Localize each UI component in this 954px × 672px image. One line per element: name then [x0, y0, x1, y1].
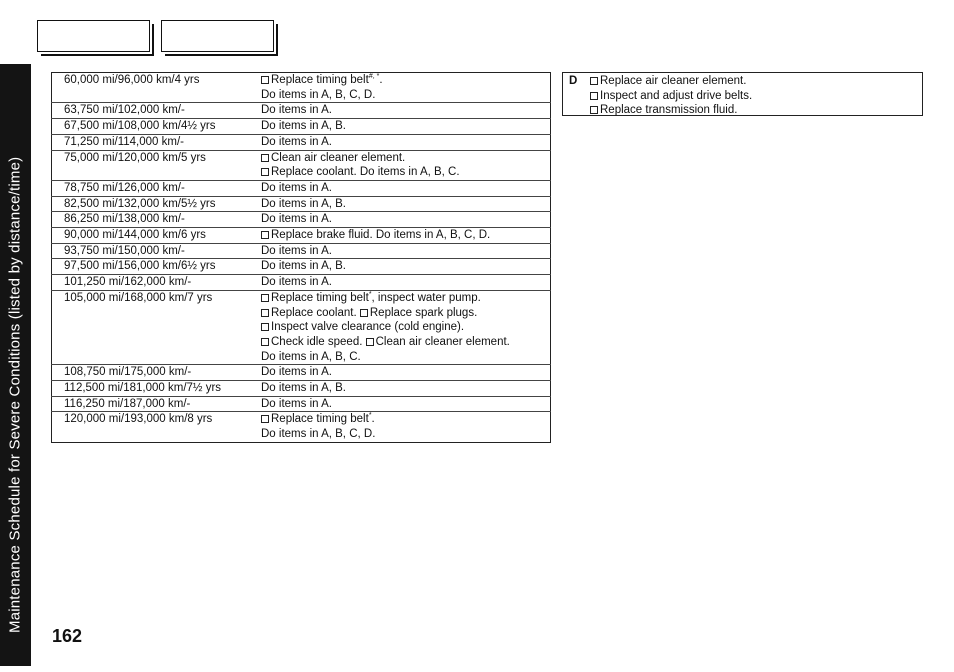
service-text: Do items in A, B. — [261, 120, 347, 133]
schedule-interval: 90,000 mi/144,000 km/6 yrs — [64, 229, 206, 242]
table-row — [52, 243, 551, 259]
checkbox-icon — [261, 309, 269, 317]
service-text: Do items in A, B, C, D. — [261, 88, 376, 101]
service-text: Do items in A. — [261, 135, 332, 148]
service-line — [261, 365, 550, 380]
service-text: Replace timing belt — [271, 413, 369, 426]
service-line — [261, 335, 550, 350]
legend-d-item-text: Inspect and adjust drive belts. — [600, 89, 753, 102]
service-text: Do items in A. — [261, 244, 332, 257]
service-text: Do items in A, B, C, D. — [261, 428, 376, 441]
service-text: Do items in A, B. — [261, 260, 347, 273]
service-text: Replace spark plugs. — [369, 306, 478, 319]
service-text: Do items in A, B, C. — [261, 350, 361, 363]
table-row — [52, 150, 551, 180]
checkbox-icon — [261, 154, 269, 162]
checkbox-icon — [261, 294, 269, 302]
service-line — [261, 320, 550, 335]
schedule-interval: 86,250 mi/138,000 km/- — [64, 213, 185, 226]
schedule-interval: 75,000 mi/120,000 km/5 yrs — [64, 151, 206, 164]
schedule-service-cell — [250, 103, 551, 119]
schedule-interval: 82,500 mi/132,000 km/5½ yrs — [64, 197, 216, 210]
legend-d-box — [562, 72, 923, 116]
header-tab-box-2 — [161, 20, 274, 52]
service-text-suffix: . — [379, 74, 383, 86]
schedule-interval: 120,000 mi/193,000 km/8 yrs — [64, 413, 213, 426]
table-row — [52, 275, 551, 291]
service-text: Do items in A. — [261, 181, 332, 194]
service-text: Replace coolant. — [271, 306, 360, 319]
checkbox-icon — [360, 309, 368, 317]
schedule-service-cell — [250, 73, 551, 103]
schedule-service-cell — [250, 412, 551, 442]
schedule-interval: 78,750 mi/126,000 km/- — [64, 181, 185, 194]
service-line — [261, 244, 550, 259]
schedule-service-cell — [250, 381, 551, 397]
table-row — [52, 259, 551, 275]
service-text-suffix: . — [371, 413, 375, 426]
legend-d-key: D — [569, 75, 578, 87]
schedule-interval: 105,000 mi/168,000 km/7 yrs — [64, 291, 213, 304]
schedule-interval: 93,750 mi/150,000 km/- — [64, 244, 185, 257]
service-line — [261, 119, 550, 134]
service-text: Inspect valve clearance (cold engine). — [271, 321, 465, 334]
service-text: Do items in A. — [261, 104, 332, 117]
service-line — [261, 291, 550, 306]
footnote-marker: * — [368, 412, 372, 420]
schedule-service-cell — [250, 275, 551, 291]
service-text: Replace timing belt — [271, 74, 369, 86]
checkbox-icon — [261, 323, 269, 331]
table-row — [52, 228, 551, 244]
table-row — [52, 412, 551, 442]
schedule-interval: 63,750 mi/102,000 km/- — [64, 104, 185, 117]
service-text: Clean air cleaner element. — [375, 335, 510, 348]
schedule-service-cell — [250, 150, 551, 180]
service-line — [261, 427, 550, 442]
service-line — [261, 350, 550, 365]
schedule-service-cell — [250, 243, 551, 259]
service-line — [261, 88, 550, 103]
schedule-interval: 108,750 mi/175,000 km/- — [64, 366, 192, 379]
schedule-interval: 71,250 mi/114,000 km/- — [64, 135, 184, 148]
schedule-interval: 112,500 mi/181,000 km/7½ yrs — [64, 382, 222, 395]
footnote-marker: * — [368, 290, 372, 298]
table-row — [52, 290, 551, 365]
legend-d-item — [590, 103, 752, 118]
maintenance-schedule-table — [51, 72, 551, 443]
service-line — [261, 165, 550, 180]
legend-d-items — [590, 74, 752, 118]
table-row — [52, 134, 551, 150]
service-text: Replace timing belt — [271, 291, 369, 304]
schedule-service-cell — [250, 119, 551, 135]
section-side-tab-title: Maintenance Schedule for Severe Conditions (listed by distance/time) — [6, 156, 24, 633]
service-line — [261, 397, 550, 412]
schedule-interval: 116,250 mi/187,000 km/- — [64, 397, 191, 410]
checkbox-icon — [590, 92, 598, 100]
schedule-service-cell — [250, 259, 551, 275]
table-row — [52, 73, 551, 103]
service-line — [261, 103, 550, 118]
schedule-service-cell — [250, 180, 551, 196]
table-row — [52, 196, 551, 212]
service-line — [261, 228, 550, 243]
legend-d-item-text: Replace air cleaner element. — [600, 75, 747, 87]
checkbox-icon — [590, 77, 598, 85]
service-text: Do items in A. — [261, 397, 332, 410]
legend-d-item-text: Replace transmission fluid. — [600, 104, 738, 117]
schedule-interval: 60,000 mi/96,000 km/4 yrs — [64, 74, 200, 86]
table-row — [52, 381, 551, 397]
service-text: Replace brake fluid. Do items in A, B, C, D. — [271, 229, 491, 242]
table-row — [52, 180, 551, 196]
schedule-service-cell — [250, 134, 551, 150]
table-row — [52, 119, 551, 135]
service-line — [261, 197, 550, 212]
legend-d-item — [590, 74, 752, 89]
service-text-suffix: , inspect water pump. — [371, 291, 481, 304]
service-text: Replace coolant. Do items in A, B, C. — [271, 166, 460, 179]
checkbox-icon — [261, 338, 269, 346]
service-line — [261, 181, 550, 196]
checkbox-icon — [261, 168, 269, 176]
checkbox-icon — [261, 231, 269, 239]
service-text: Check idle speed. — [271, 335, 366, 348]
checkbox-icon — [261, 76, 269, 84]
footnote-marker: #, * — [368, 73, 380, 80]
service-text: Do items in A. — [261, 213, 332, 226]
service-text: Do items in A, B. — [261, 382, 347, 395]
schedule-interval: 101,250 mi/162,000 km/- — [64, 276, 192, 289]
schedule-service-cell — [250, 196, 551, 212]
service-line — [261, 212, 550, 227]
table-row — [52, 396, 551, 412]
schedule-interval: 97,500 mi/156,000 km/6½ yrs — [64, 260, 216, 273]
service-text: Do items in A. — [261, 276, 332, 289]
legend-d-item — [590, 89, 752, 104]
service-line — [261, 381, 550, 396]
header-tab-box-1 — [37, 20, 150, 52]
checkbox-icon — [590, 106, 598, 114]
service-line — [261, 135, 550, 150]
schedule-service-cell — [250, 228, 551, 244]
schedule-service-cell — [250, 396, 551, 412]
service-text: Clean air cleaner element. — [271, 151, 406, 164]
table-row — [52, 212, 551, 228]
service-line — [261, 412, 550, 427]
service-line — [261, 151, 550, 166]
checkbox-icon — [261, 415, 269, 423]
service-line — [261, 275, 550, 290]
service-line — [261, 259, 550, 274]
schedule-interval: 67,500 mi/108,000 km/4½ yrs — [64, 120, 216, 133]
schedule-service-cell — [250, 365, 551, 381]
schedule-service-cell — [250, 212, 551, 228]
service-text: Do items in A, B. — [261, 197, 347, 210]
table-row — [52, 365, 551, 381]
service-line — [261, 73, 550, 88]
service-line — [261, 306, 550, 321]
page-number: 162 — [52, 626, 83, 646]
checkbox-icon — [366, 338, 374, 346]
schedule-service-cell — [250, 290, 551, 365]
table-row — [52, 103, 551, 119]
service-text: Do items in A. — [261, 366, 332, 379]
